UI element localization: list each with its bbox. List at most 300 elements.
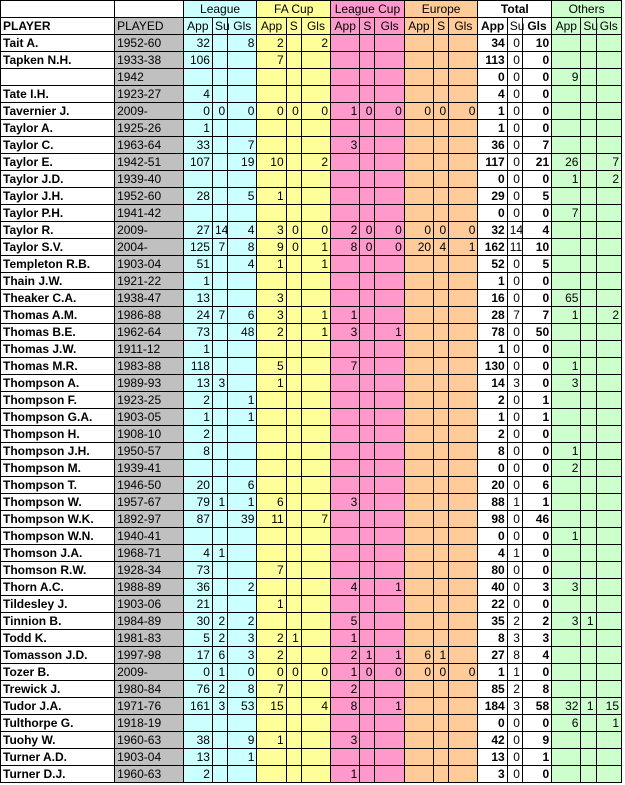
player-name-cell: Taylor E. [1,154,115,171]
league-sub-cell: 1 [212,545,227,562]
fa-goals-cell [301,120,330,137]
lc-app-cell [331,171,360,188]
europe-goals-cell [449,375,478,392]
total-app-cell: 35 [478,613,507,630]
player-name-cell: Tudor J.A. [1,698,115,715]
fa-sub-cell [286,375,301,392]
lc-goals-cell [375,596,404,613]
league-app-cell: 32 [183,35,212,52]
lc-sub-cell [360,511,375,528]
others-goals-cell [596,239,621,256]
lc-app-cell: 1 [331,630,360,647]
others-sub-cell [581,528,596,545]
table-row [1,205,622,222]
total-goals-cell: 1 [522,749,551,766]
others-goals-cell [596,256,621,273]
fa-goals-cell [301,137,330,154]
europe-goals-cell [449,358,478,375]
lc-goals-cell [375,358,404,375]
total-app-cell: 4 [478,86,507,103]
table-row [1,392,622,409]
lc-goals-cell [375,528,404,545]
total-app-cell: 52 [478,256,507,273]
total-app-cell: 3 [478,766,507,783]
lc-goals-cell [375,341,404,358]
europe-app-cell [404,630,433,647]
others-sub-cell [581,120,596,137]
europe-app-cell [404,562,433,579]
total-app-cell: 162 [478,239,507,256]
player-name-cell: Taylor J.H. [1,188,115,205]
europe-app-cell [404,137,433,154]
total-app-cell: 16 [478,290,507,307]
player-name-cell: Tinnion B. [1,613,115,630]
league-sub-cell [212,528,227,545]
lc-app-cell [331,35,360,52]
europe-goals-cell [449,511,478,528]
league-goals-cell [228,766,257,783]
table-row [1,715,622,732]
europe-goals-cell [449,86,478,103]
total-app-cell: 14 [478,375,507,392]
lc-app-cell: 8 [331,698,360,715]
fa-app-cell: 7 [257,681,286,698]
league-goals-cell: 9 [228,732,257,749]
total-app-cell: 1 [478,409,507,426]
league-goals-cell [228,715,257,732]
table-row [1,86,622,103]
fa-sub-cell [286,766,301,783]
others-goals-cell [596,647,621,664]
lc-sub-cell: 0 [360,664,375,681]
league-sub-cell: 3 [212,698,227,715]
others-goals-cell [596,596,621,613]
fa-app-cell: 0 [257,103,286,120]
fa-app-cell [257,443,286,460]
others-sub-cell [581,392,596,409]
played-years-cell: 1923-27 [115,86,184,103]
europe-sub-cell [434,69,449,86]
total-sub-cell: 3 [507,630,522,647]
europe-goals-cell [449,545,478,562]
player-name-cell: Todd K. [1,630,115,647]
fa-app-cell [257,409,286,426]
europe-sub-cell [434,375,449,392]
lc-app-cell [331,290,360,307]
lc-app-cell [331,511,360,528]
europe-goals-cell [449,307,478,324]
others-sub-cell [581,732,596,749]
europe-goals-cell [449,256,478,273]
fa-sub-cell [286,749,301,766]
lc-sub-cell [360,494,375,511]
others-sub-cell [581,681,596,698]
lc-app-cell: 3 [331,732,360,749]
total-goals-cell: 50 [522,324,551,341]
league-app-cell [183,528,212,545]
fa-goals-cell [301,188,330,205]
europe-sub-header: S [434,18,449,35]
total-goals-cell: 6 [522,477,551,494]
total-sub-cell: 14 [507,222,522,239]
europe-sub-cell [434,426,449,443]
lc-sub-cell [360,681,375,698]
player-name-cell: Tait A. [1,35,115,52]
league-app-cell: 33 [183,137,212,154]
played-years-cell: 1960-63 [115,732,184,749]
europe-app-cell: 6 [404,647,433,664]
fa-sub-cell: 0 [286,103,301,120]
player-name-cell: Thompson H. [1,426,115,443]
lc-app-cell [331,120,360,137]
total-sub-cell: 3 [507,375,522,392]
lc-sub-cell [360,171,375,188]
europe-goals-cell [449,596,478,613]
others-goals-cell [596,69,621,86]
table-row [1,188,622,205]
league-sub-cell: 2 [212,630,227,647]
played-years-cell: 2004- [115,239,184,256]
league-goals-cell: 1 [228,392,257,409]
total-goals-cell: 0 [522,103,551,120]
lc-app-cell [331,375,360,392]
fa-app-cell: 1 [257,732,286,749]
europe-app-cell [404,766,433,783]
europe-goals-cell [449,732,478,749]
played-years-cell: 1989-93 [115,375,184,392]
others-goals-cell [596,477,621,494]
total-goals-cell: 0 [522,341,551,358]
table-row [1,273,622,290]
league-app-cell: 0 [183,103,212,120]
total-sub-cell: 0 [507,409,522,426]
league-app-cell: 51 [183,256,212,273]
fa-sub-cell [286,647,301,664]
fa-app-cell [257,528,286,545]
total-app-cell: 20 [478,477,507,494]
league-app-cell: 5 [183,630,212,647]
league-app-cell [183,171,212,188]
europe-sub-cell [434,86,449,103]
europe-sub-cell [434,256,449,273]
table-row [1,154,622,171]
table-row [1,494,622,511]
league-goals-cell: 48 [228,324,257,341]
others-goals-cell [596,392,621,409]
europe-app-cell [404,256,433,273]
others-goals-cell [596,494,621,511]
lc-goals-cell: 1 [375,579,404,596]
table-row [1,137,622,154]
lc-sub-cell [360,715,375,732]
player-name-cell: Tavernier J. [1,103,115,120]
played-years-cell: 1984-89 [115,613,184,630]
total-app-cell: 0 [478,460,507,477]
fa-goals-cell [301,52,330,69]
total-goals-cell: 0 [522,69,551,86]
others-goals-cell [596,375,621,392]
others-app-cell [552,324,581,341]
others-sub-cell [581,443,596,460]
europe-sub-cell: 4 [434,239,449,256]
fa-goals-cell: 1 [301,256,330,273]
league-app-cell: 2 [183,426,212,443]
lc-sub-cell: 0 [360,222,375,239]
europe-app-cell [404,52,433,69]
league-app-cell: 4 [183,86,212,103]
europe-sub-cell [434,273,449,290]
table-row [1,256,622,273]
total-app-cell: 34 [478,35,507,52]
europe-app-cell [404,188,433,205]
lc-sub-cell: 0 [360,239,375,256]
lc-goals-cell [375,613,404,630]
table-row [1,35,622,52]
europe-app-cell: 0 [404,103,433,120]
fa-goals-cell [301,443,330,460]
league-sub-cell: 0 [212,103,227,120]
fa-app-cell [257,579,286,596]
others-app-cell [552,86,581,103]
lc-goals-cell [375,443,404,460]
fa-app-cell: 2 [257,630,286,647]
fa-goals-cell [301,681,330,698]
lc-goals-cell [375,375,404,392]
league-sub-cell [212,732,227,749]
others-goals-cell: 2 [596,171,621,188]
others-app-cell: 2 [552,460,581,477]
table-row [1,596,622,613]
player-name-cell: Tate I.H. [1,86,115,103]
table-row [1,664,622,681]
total-goals-cell: 9 [522,732,551,749]
europe-goals-cell [449,698,478,715]
blank-header-cell [1,1,115,18]
europe-sub-cell [434,528,449,545]
total-sub-cell: 0 [507,154,522,171]
lc-sub-cell [360,545,375,562]
league-sub-cell [212,766,227,783]
league-app-cell: 73 [183,562,212,579]
total-app-cell: 88 [478,494,507,511]
europe-app-cell: 0 [404,664,433,681]
fa-goals-cell: 4 [301,698,330,715]
played-years-cell: 1892-97 [115,511,184,528]
total-app-cell: 8 [478,630,507,647]
player-name-cell: Theaker C.A. [1,290,115,307]
league-app-cell: 13 [183,290,212,307]
europe-app-cell [404,307,433,324]
league-goals-cell: 0 [228,103,257,120]
league-sub-cell: 14 [212,222,227,239]
lc-sub-cell [360,256,375,273]
europe-goals-cell [449,120,478,137]
others-app-cell [552,273,581,290]
lc-goals-cell [375,290,404,307]
fa-goals-cell: 2 [301,35,330,52]
total-sub-cell: 7 [507,307,522,324]
lc-goals-cell: 1 [375,324,404,341]
europe-sub-cell: 0 [434,222,449,239]
total-app-cell: 130 [478,358,507,375]
league-app-cell: 27 [183,222,212,239]
league-sub-cell [212,409,227,426]
league-sub-cell [212,596,227,613]
europe-goals-header: Gls [449,18,478,35]
league-app-cell: 107 [183,154,212,171]
europe-sub-cell: 0 [434,664,449,681]
league-app-cell: 1 [183,341,212,358]
fa-app-cell [257,715,286,732]
league-app-cell: 2 [183,766,212,783]
others-sub-cell [581,290,596,307]
league-app-cell: 30 [183,613,212,630]
league-sub-cell [212,137,227,154]
others-app-cell: 1 [552,358,581,375]
league-app-cell: 1 [183,273,212,290]
others-app-cell: 3 [552,375,581,392]
europe-goals-cell [449,766,478,783]
total-app-cell: 27 [478,647,507,664]
others-app-cell [552,749,581,766]
table-body [1,35,622,783]
others-app-cell [552,222,581,239]
total-sub-cell: 0 [507,188,522,205]
player-name-cell: Tildesley J. [1,596,115,613]
league-goals-cell: 8 [228,239,257,256]
others-goals-cell [596,205,621,222]
fa-sub-cell [286,596,301,613]
europe-app-cell [404,375,433,392]
lc-sub-cell [360,290,375,307]
lc-sub-cell [360,596,375,613]
lc-app-cell [331,69,360,86]
others-app-cell: 26 [552,154,581,171]
lc-goals-cell [375,273,404,290]
league-sub-cell [212,715,227,732]
league-sub-cell [212,52,227,69]
league-app-cell: 24 [183,307,212,324]
europe-goals-cell [449,205,478,222]
europe-goals-cell [449,69,478,86]
fa-sub-cell [286,494,301,511]
player-name-cell: Turner D.J. [1,766,115,783]
total-sub-cell: 8 [507,647,522,664]
lc-sub-cell [360,341,375,358]
player-name-cell: Thompson T. [1,477,115,494]
europe-app-cell [404,494,433,511]
total-goals-cell: 0 [522,426,551,443]
lc-sub-cell [360,698,375,715]
fa-sub-cell [286,154,301,171]
total-app-cell: 28 [478,307,507,324]
others-app-cell: 3 [552,613,581,630]
group-header-row [1,1,622,18]
others-goals-cell [596,290,621,307]
table-row [1,511,622,528]
europe-goals-cell [449,715,478,732]
league-app-cell: 8 [183,443,212,460]
lc-goals-cell: 0 [375,664,404,681]
others-sub-cell [581,273,596,290]
player-name-cell: Turner A.D. [1,749,115,766]
others-sub-cell [581,171,596,188]
fa-goals-cell [301,171,330,188]
league-sub-cell: 2 [212,613,227,630]
fa-sub-cell [286,715,301,732]
league-app-cell: 161 [183,698,212,715]
lc-sub-cell [360,120,375,137]
fa-goals-cell [301,545,330,562]
total-goals-cell: 3 [522,630,551,647]
others-goals-cell [596,86,621,103]
fa-sub-cell [286,511,301,528]
lc-sub-cell [360,732,375,749]
lc-sub-cell [360,154,375,171]
others-goals-cell [596,443,621,460]
fa-app-cell: 7 [257,52,286,69]
europe-goals-cell [449,137,478,154]
total-sub-cell: 1 [507,545,522,562]
lc-app-cell [331,409,360,426]
fa-sub-cell [286,477,301,494]
europe-goals-cell [449,647,478,664]
fa-sub-cell [286,358,301,375]
europe-app-header: App [404,18,433,35]
fa-app-cell: 1 [257,375,286,392]
player-name-cell: Tozer B. [1,664,115,681]
lc-goals-cell [375,69,404,86]
total-app-cell: 2 [478,392,507,409]
played-years-cell: 1983-88 [115,358,184,375]
others-app-cell [552,239,581,256]
player-name-cell: Thompson M. [1,460,115,477]
lc-sub-cell [360,358,375,375]
league-app-cell: 28 [183,188,212,205]
total-goals-cell: 0 [522,766,551,783]
fa-goals-cell [301,613,330,630]
total-sub-cell: 2 [507,613,522,630]
others-sub-cell [581,222,596,239]
league-sub-cell [212,120,227,137]
player-column-header: PLAYER [1,18,115,35]
total-sub-cell: 0 [507,392,522,409]
total-app-header: App [478,18,507,35]
league-sub-cell [212,392,227,409]
lc-goals-cell [375,86,404,103]
played-years-cell: 1928-34 [115,562,184,579]
total-sub-cell: 0 [507,256,522,273]
others-app-header: App [552,18,581,35]
others-app-cell [552,630,581,647]
total-sub-cell: 0 [507,528,522,545]
league-sub-cell: 7 [212,307,227,324]
lc-sub-cell [360,307,375,324]
lc-goals-cell [375,120,404,137]
europe-app-cell [404,290,433,307]
lc-app-cell: 4 [331,579,360,596]
lc-goals-cell [375,630,404,647]
total-app-cell: 1 [478,273,507,290]
fa-sub-cell [286,732,301,749]
league-sub-cell [212,579,227,596]
europe-app-cell [404,545,433,562]
league-goals-cell: 7 [228,137,257,154]
lc-goals-cell [375,35,404,52]
lc-sub-header: S [360,18,375,35]
europe-goals-cell [449,409,478,426]
others-sub-cell [581,239,596,256]
